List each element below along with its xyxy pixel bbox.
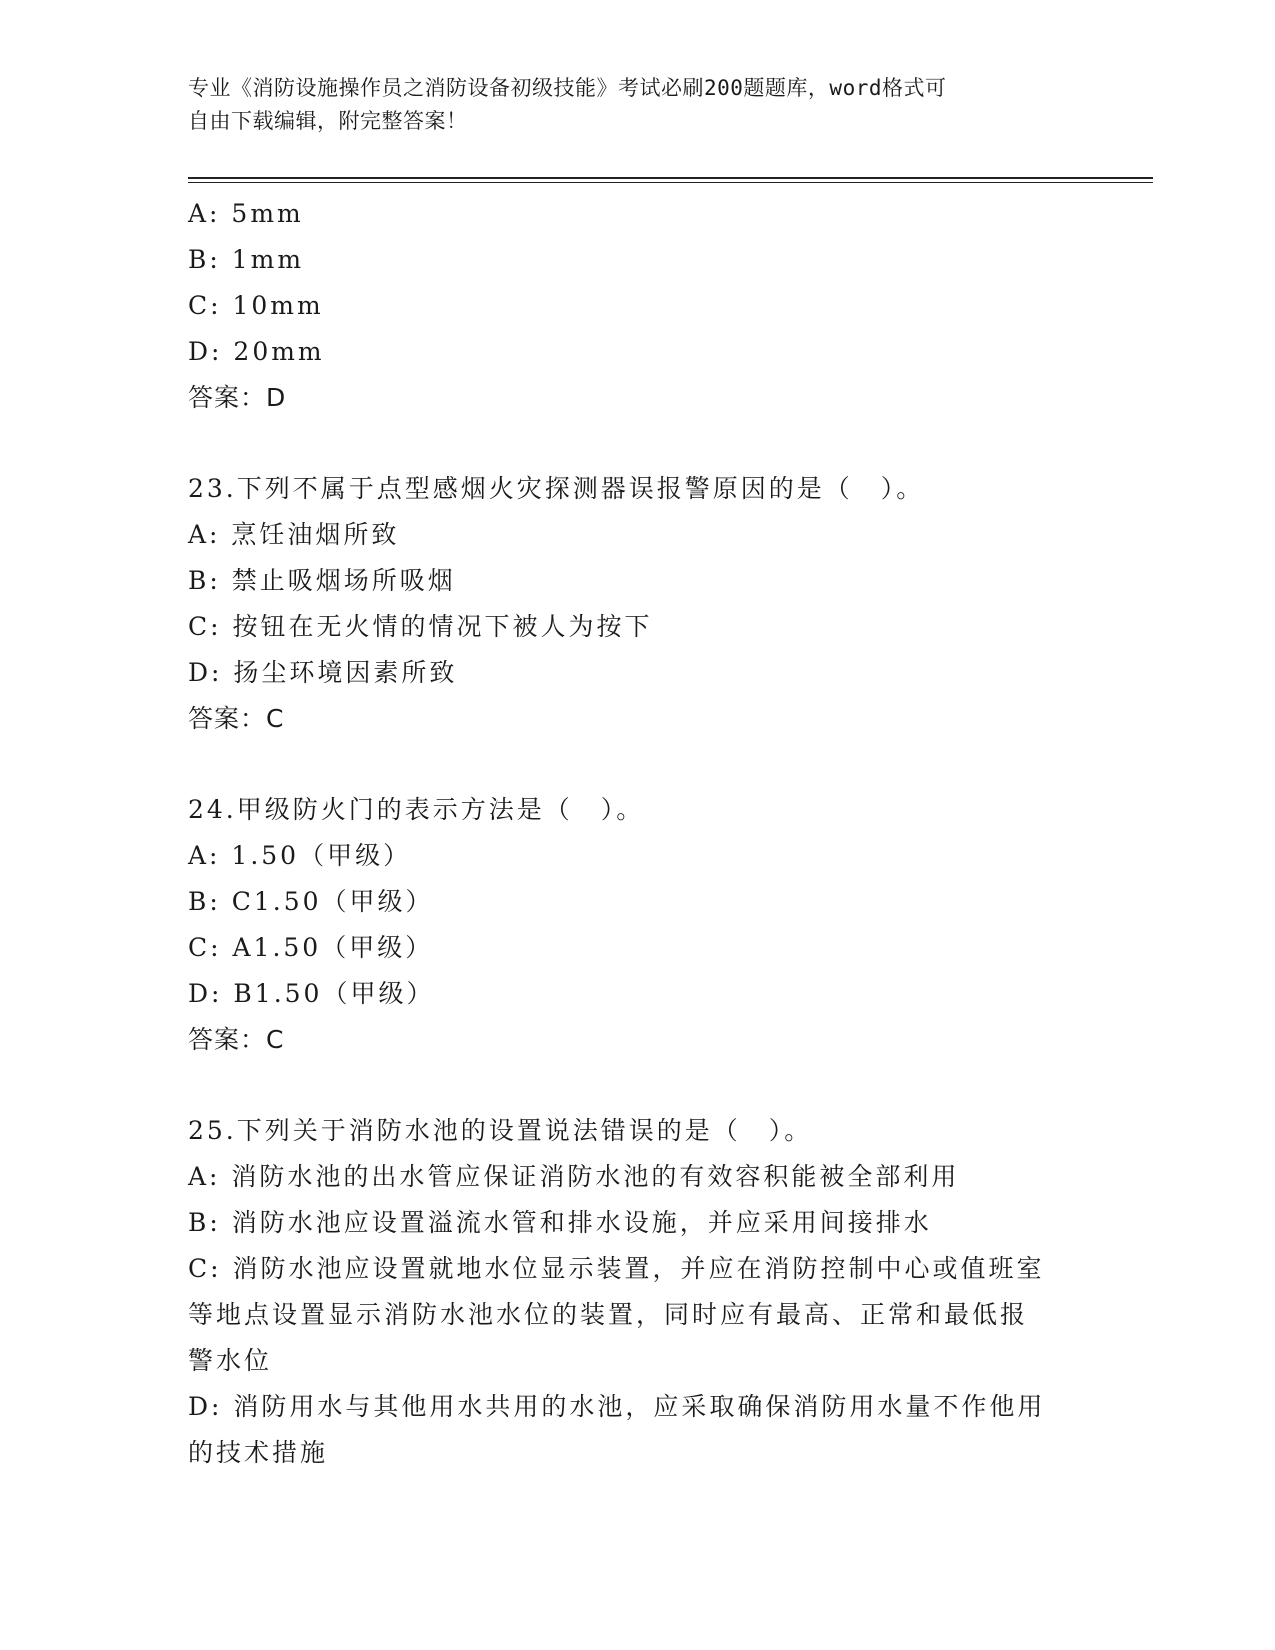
option-c: C: 按钮在无火情的情况下被人为按下 xyxy=(188,612,653,641)
question-text: 23.下列不属于点型感烟火灾探测器误报警原因的是（ ）。 xyxy=(188,474,925,503)
option-a: A: 5mm xyxy=(188,199,304,228)
option-c-line-3: 警水位 xyxy=(188,1346,273,1375)
option-b: B: C1.50（甲级） xyxy=(188,887,434,916)
question-24 xyxy=(188,787,1083,1063)
question-list xyxy=(188,191,1083,1476)
question-text: 25.下列关于消防水池的设置说法错误的是（ ）。 xyxy=(188,1116,813,1145)
option-a: A: 1.50（甲级） xyxy=(188,841,412,870)
header-line-2: 自由下载编辑，附完整答案！ xyxy=(188,109,468,133)
question-22 xyxy=(188,191,1083,421)
option-a: A: 烹饪油烟所致 xyxy=(188,520,400,549)
question-25 xyxy=(188,1108,1083,1476)
option-c: C: A1.50（甲级） xyxy=(188,933,434,962)
document-header xyxy=(188,72,1068,138)
header-divider-thick xyxy=(188,177,1153,179)
option-a: A: 消防水池的出水管应保证消防水池的有效容积能被全部利用 xyxy=(188,1162,960,1191)
question-text: 24.甲级防火门的表示方法是（ ）。 xyxy=(188,795,645,824)
option-b: B: 消防水池应设置溢流水管和排水设施，并应采用间接排水 xyxy=(188,1208,932,1237)
answer: 答案：D xyxy=(188,383,287,412)
option-d-line-1: D: 消防用水与其他用水共用的水池，应采取确保消防用水量不作他用 xyxy=(188,1392,1046,1421)
option-d: D: B1.50（甲级） xyxy=(188,979,435,1008)
question-23 xyxy=(188,466,1083,742)
option-d: D: 20mm xyxy=(188,337,325,366)
option-c-line-1: C: 消防水池应设置就地水位显示装置，并应在消防控制中心或值班室 xyxy=(188,1254,1045,1283)
option-d: D: 扬尘环境因素所致 xyxy=(188,658,458,687)
option-b: B: 禁止吸烟场所吸烟 xyxy=(188,566,456,595)
option-d-line-2: 的技术措施 xyxy=(188,1438,329,1467)
answer: 答案：C xyxy=(188,1025,285,1054)
header-line-1: 专业《消防设施操作员之消防设备初级技能》考试必刷200题题库，word格式可 xyxy=(188,76,947,100)
answer: 答案：C xyxy=(188,704,285,733)
option-c: C: 10mm xyxy=(188,291,324,320)
header-divider-thin xyxy=(188,182,1153,183)
option-c-line-2: 等地点设置显示消防水池水位的装置，同时应有最高、正常和最低报 xyxy=(188,1300,1029,1329)
option-b: B: 1mm xyxy=(188,245,305,274)
